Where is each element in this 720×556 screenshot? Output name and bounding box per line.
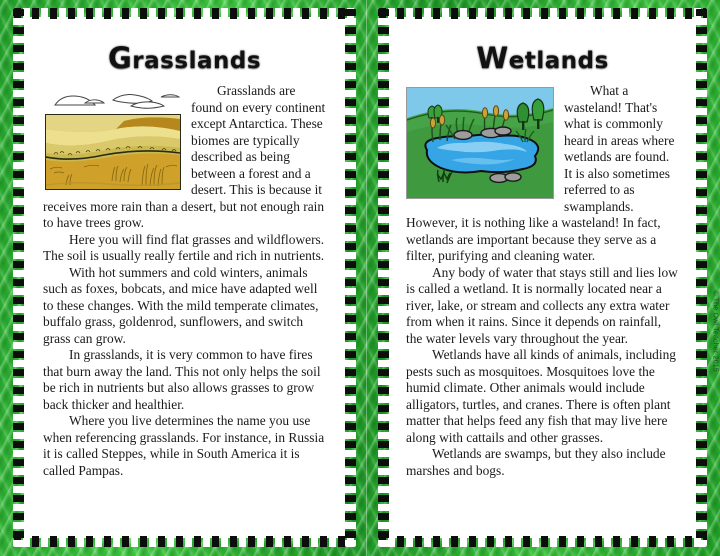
grassland-field (45, 114, 181, 190)
wetland-pond-art (407, 88, 553, 198)
paragraph: With hot summers and cold winters, animals such as foxes, bobcats, and mice have adapted well to these changes. With the mild temperate climates, buffalo grass, goldenrod, sunflowers, and switch grass can grow. (43, 264, 319, 346)
paragraph: Wetlands have all kinds of animals, including pests such as mosquitoes. Mosquitoes love the humid climate. Other animals would include alligators, turtles, and cranes. There is often plant matter that helps feed any fish that may live here along with cattails and other grasses. (406, 347, 676, 445)
frame-edge-left (13, 8, 24, 547)
page-seam (366, 0, 367, 556)
body-text-grasslands (43, 83, 327, 479)
wetland-pond-illustration (406, 87, 554, 199)
paragraph: Grasslands are found on every continent except Antarctica. These biomes are typically described as being between a forest and a desert. This is because it receives more rain than a desert, but not enough rain to have trees grow. (43, 83, 326, 230)
page-title-wetlands: Wetlands (476, 41, 609, 75)
paragraph: In grasslands, it is very common to have fires that burn away the land. This not only helps the soil be rich in nutrients but also allows grasses to grow back thicker and healthier. (43, 347, 321, 412)
clouds-icon (43, 87, 181, 115)
page-title-grasslands: Grasslands (107, 41, 262, 75)
grassland-landscape-illustration (43, 87, 181, 190)
page-wetlands (389, 17, 696, 538)
paragraph: Wetlands are swamps, but they also include marshes and bogs. (406, 446, 666, 478)
body-text-wetlands (406, 83, 679, 479)
copyright-notice: © The Owl Teacher 2015 (712, 290, 719, 372)
grassland-field-art (46, 115, 180, 189)
page-grasslands (24, 17, 345, 538)
frame-edge-left (378, 8, 389, 547)
frame-edge-right (696, 8, 707, 547)
frame-edge-right (345, 8, 356, 547)
paragraph: Here you will find flat grasses and wildflowers. The soil is usually really fertile and rich in nutrients. (43, 231, 325, 263)
paragraph: What a wasteland! That's what is commonly heard in areas where wetlands are found. It is also sometimes referred to as swamplands. However, it is nothing like a wasteland! In fact, wetlands are important because they serve as a filter, purifying and cleaning water. (406, 83, 675, 263)
paragraph: Any body of water that stays still and lies low is called a wetland. It is normally located near a river, lake, or stream and collects any extra water from when it rains. Since it depends on rainfall, the water levels vary throughout the year. (406, 264, 678, 346)
paragraph: Where you live determines the name you use when referencing grasslands. For instance, in Russia it is called Steppes, while in South America it is called Pampas. (43, 413, 325, 478)
